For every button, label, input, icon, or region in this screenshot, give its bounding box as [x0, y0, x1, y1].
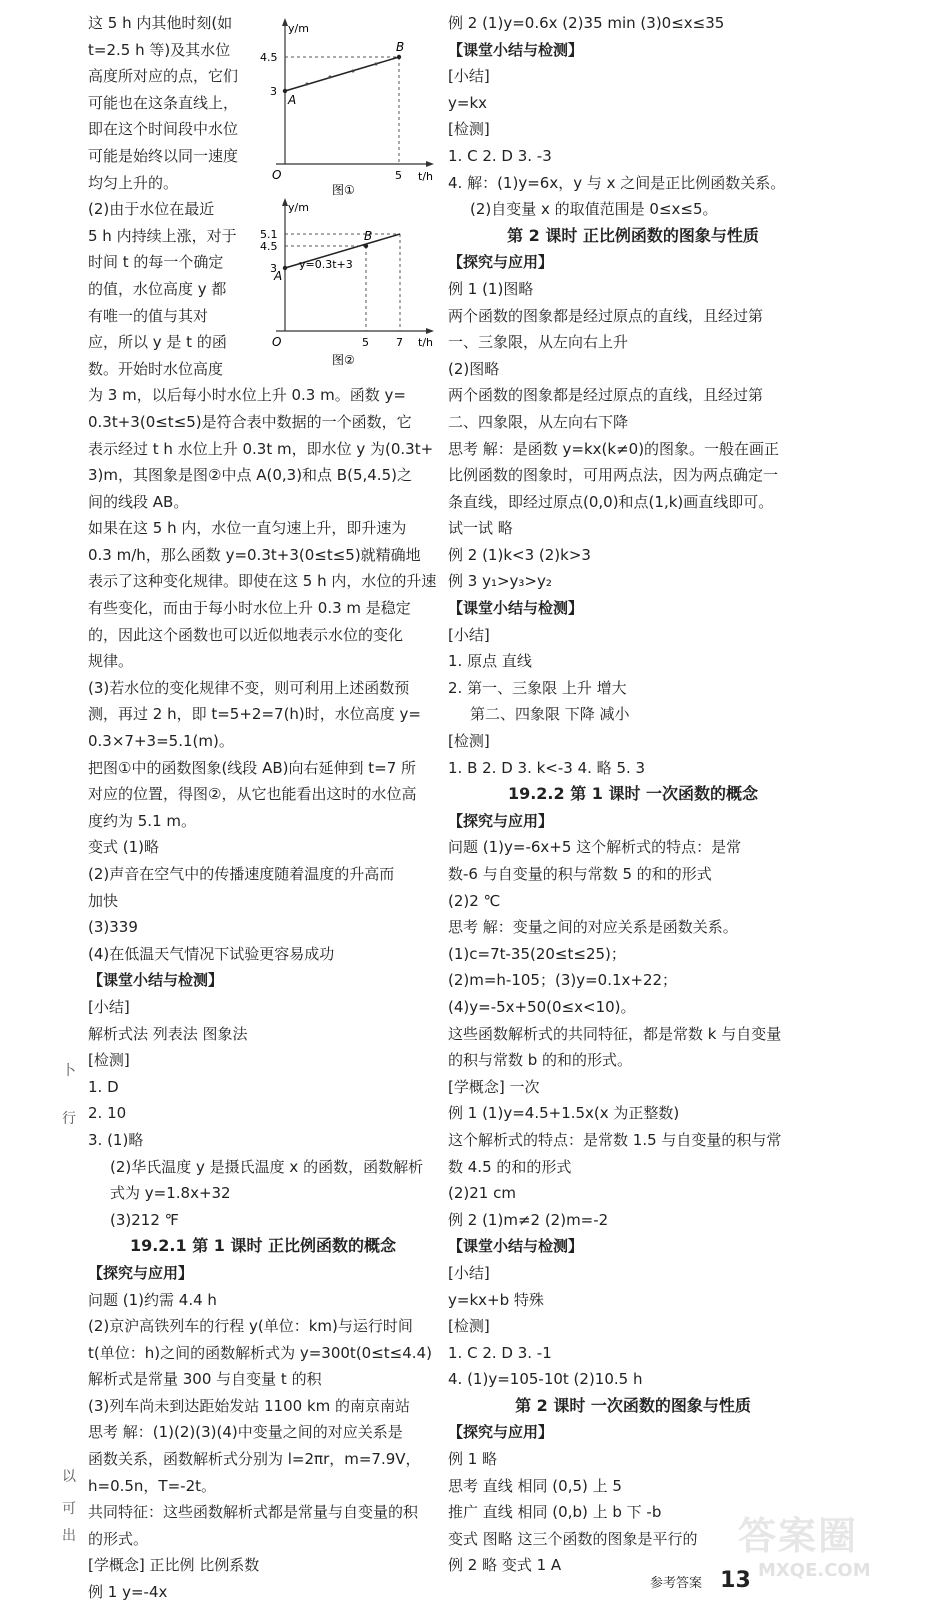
- text-line: 2. 10: [88, 1104, 127, 1123]
- text-line: (4)y=-5x+50(0≤x<10)。: [448, 997, 636, 1016]
- text-line: 这个解析式的特点：是常数 1.5 与自变量的积与常: [448, 1130, 782, 1149]
- text-line: (2)自变量 x 的取值范围是 0≤x≤5。: [470, 200, 718, 219]
- text-line: 应，所以 y 是 t 的函: [88, 333, 227, 352]
- text-line: 1. C 2. D 3. -1: [448, 1343, 552, 1362]
- footer-label: 参考答案: [650, 1576, 703, 1591]
- text-line: 问题 (1)约需 4.4 h: [88, 1290, 217, 1309]
- watermark-text: 答案圈: [738, 1514, 859, 1558]
- text-line: 思考 解：(1)(2)(3)(4)中变量之间的对应关系是: [88, 1423, 403, 1442]
- text-line: 试一试 略: [448, 519, 513, 538]
- text-line: [小结]: [88, 997, 130, 1016]
- fig2-y-axis-label: y/m: [288, 201, 309, 214]
- text-line: 1. B 2. D 3. k<-3 4. 略 5. 3: [448, 758, 646, 777]
- text-line: 变式 (1)略: [88, 838, 160, 857]
- text-line: 加快: [88, 891, 119, 910]
- text-line: 间的线段 AB。: [88, 492, 189, 511]
- text-line: y=kx+b 特殊: [448, 1290, 544, 1309]
- section-heading: 【探究与应用】: [88, 1263, 194, 1282]
- text-line: 一、三象限，从左向右上升: [448, 333, 629, 352]
- text-line: 问题 (1)y=-6x+5 这个解析式的特点：是常: [448, 838, 742, 857]
- text-line: 有唯一的值与其对: [88, 306, 209, 325]
- text-line: 1. 原点 直线: [448, 652, 532, 671]
- text-line: 比例函数的图象时，可用两点法，因为两点确定一: [448, 466, 779, 485]
- text-line: 的值，水位高度 y 都: [88, 279, 227, 298]
- fig1-x-axis-label: t/h: [418, 170, 433, 183]
- text-line: 数。开始时水位高度: [88, 359, 224, 378]
- text-line: 数 4.5 的和的形式: [448, 1157, 572, 1176]
- text-line: 度约为 5.1 m。: [88, 811, 197, 830]
- text-line: 对应的位置，得图②，从它也能看出这时的水位高: [88, 785, 417, 804]
- gutter-mark: 出: [62, 1528, 76, 1544]
- text-line: 有些变化，而由于每小时水位上升 0.3 m 是稳定: [88, 599, 411, 618]
- fig2-caption: 图②: [332, 353, 355, 367]
- text-line: (3)若水位的变化规律不变，则可利用上述函数预: [88, 678, 410, 697]
- text-line: t(单位：h)之间的函数解析式为 y=300t(0≤t≤4.4): [88, 1343, 432, 1362]
- fig1-point-a: A: [288, 93, 297, 107]
- text-line: 1. D: [88, 1077, 119, 1096]
- text-line: 把图①中的函数图象(线段 AB)向右延伸到 t=7 所: [88, 758, 417, 777]
- text-line: 可能是始终以同一速度: [88, 146, 239, 165]
- fig1-tick-y-45: 4.5: [260, 51, 278, 64]
- text-line: 两个函数的图象都是经过原点的直线，且经过第: [448, 306, 764, 325]
- text-line: [检测]: [88, 1051, 130, 1070]
- fig2-tick-x-7: 7: [396, 336, 403, 349]
- text-line: 例 1 略: [448, 1450, 498, 1469]
- figure-2-graph: [252, 196, 437, 381]
- text-line: 例 1 y=-4x: [88, 1583, 168, 1602]
- text-line: 4. 解：(1)y=6x，y 与 x 之间是正比例函数关系。: [448, 173, 786, 192]
- page-footer: [650, 1568, 751, 1593]
- text-line: 的，因此这个函数也可以近似地表示水位的变化: [88, 625, 404, 644]
- gutter-mark: 行: [62, 1111, 76, 1127]
- section-heading: 【探究与应用】: [448, 1423, 554, 1442]
- section-heading: 【课堂小结与检测】: [88, 971, 224, 990]
- text-line: h=0.5n，T=-2t。: [88, 1476, 217, 1495]
- text-line: (2)图略: [448, 359, 500, 378]
- text-line: 测，再过 2 h，即 t=5+2=7(h)时，水位高度 y=: [88, 705, 421, 724]
- text-line: (2)2 ℃: [448, 891, 501, 910]
- text-line: [学概念] 一次: [448, 1077, 540, 1096]
- fig2-function-label: y=0.3t+3: [299, 258, 353, 271]
- gutter-mark: 可: [62, 1501, 76, 1517]
- text-line: (2)由于水位在最近: [88, 200, 215, 219]
- fig1-tick-y-3: 3: [270, 85, 277, 98]
- text-line: (2)声音在空气中的传播速度随着温度的升高而: [88, 865, 395, 883]
- text-line: (3)339: [88, 918, 138, 937]
- text-line: 两个函数的图象都是经过原点的直线，且经过第: [448, 386, 764, 405]
- fig1-origin: O: [272, 168, 282, 182]
- text-line: 表示经过 t h 水位上升 0.3t m，即水位 y 为(0.3t+: [88, 439, 434, 458]
- watermark: [738, 1505, 918, 1595]
- text-line: [小结]: [448, 1263, 490, 1282]
- figure-1-graph: [252, 14, 437, 199]
- text-line: 这些函数解析式的共同特征，都是常数 k 与自变量: [448, 1024, 782, 1043]
- text-line: 的积与常数 b 的和的形式。: [448, 1051, 633, 1070]
- text-line: [检测]: [448, 120, 490, 139]
- watermark-url: MXQE.COM: [758, 1560, 871, 1581]
- fig2-point-a: A: [274, 269, 283, 283]
- text-line: 0.3 m/h，那么函数 y=0.3t+3(0≤t≤5)就精确地: [88, 545, 421, 564]
- section-heading: 【课堂小结与检测】: [448, 599, 584, 618]
- text-line: (2)21 cm: [448, 1184, 516, 1203]
- text-line: (2)华氏温度 y 是摄氏温度 x 的函数，函数解析: [110, 1157, 424, 1176]
- fig2-tick-y-51: 5.1: [260, 228, 278, 241]
- fig2-tick-x-5: 5: [362, 336, 369, 349]
- fig1-tick-x-5: 5: [395, 169, 402, 182]
- text-line: 二、四象限，从左向右下降: [448, 412, 629, 431]
- text-line: (3)212 ℉: [110, 1210, 179, 1229]
- text-line: 式为 y=1.8x+32: [110, 1184, 231, 1203]
- text-line: 例 2 (1)k<3 (2)k>3: [448, 545, 591, 564]
- text-line: 均匀上升的。: [88, 173, 179, 192]
- text-line: 为 3 m，以后每小时水位上升 0.3 m。函数 y=: [88, 386, 406, 405]
- text-line: 2. 第一、三象限 上升 增大: [448, 678, 627, 697]
- text-line: 0.3t+3(0≤t≤5)是符合表中数据的一个函数，它: [88, 412, 412, 431]
- section-title: 19.2.2 第 1 课时 一次函数的概念: [507, 784, 759, 804]
- text-line: (3)列车尚未到达距始发站 1100 km 的南京南站: [88, 1396, 411, 1415]
- text-line: 第二、四象限 下降 减小: [470, 705, 630, 724]
- text-line: [小结]: [448, 67, 490, 86]
- text-line: 的形式。: [88, 1529, 149, 1548]
- text-line: 例 2 (1)y=0.6x (2)35 min (3)0≤x≤35: [448, 14, 725, 32]
- text-line: 思考 直线 相同 (0,5) 上 5: [448, 1476, 622, 1495]
- section-title: 19.2.1 第 1 课时 正比例函数的概念: [129, 1236, 397, 1256]
- text-line: 推广 直线 相同 (0,b) 上 b 下 -b: [448, 1503, 662, 1522]
- fig2-tick-y-3: 3: [270, 262, 277, 275]
- fig2-x-axis-label: t/h: [418, 336, 433, 349]
- section-heading: 【课堂小结与检测】: [448, 1237, 584, 1256]
- text-line: (2)m=h-105；(3)y=0.1x+22；: [448, 971, 678, 990]
- section-title: 第 2 课时 正比例函数的图象与性质: [507, 225, 759, 245]
- text-line: 思考 解：变量之间的对应关系是函数关系。: [448, 918, 738, 937]
- text-line: 规律。: [88, 652, 134, 671]
- text-line: 例 1 (1)y=4.5+1.5x(x 为正整数): [448, 1104, 680, 1123]
- fig1-y-axis-label: y/m: [288, 22, 309, 35]
- text-line: 4. (1)y=105-10t (2)10.5 h: [448, 1370, 643, 1389]
- text-line: 例 3 y₁>y₃>y₂: [448, 572, 552, 591]
- text-line: [学概念] 正比例 比例系数: [88, 1556, 260, 1575]
- figure-2: [252, 196, 437, 381]
- fig1-point-b: B: [396, 40, 405, 54]
- gutter-mark: 以: [62, 1469, 76, 1485]
- text-line: 例 2 (1)m≠2 (2)m=-2: [448, 1210, 609, 1229]
- text-line: 表示了这种变化规律。即使在这 5 h 内，水位的升速: [88, 572, 437, 591]
- page-number: 13: [720, 1568, 751, 1593]
- text-line: 如果在这 5 h 内，水位一直匀速上升，即升速为: [88, 519, 407, 538]
- right-column: [448, 10, 818, 1579]
- text-line: 例 1 (1)图略: [448, 279, 534, 298]
- fig2-tick-y-45: 4.5: [260, 240, 278, 253]
- section-heading: 【课堂小结与检测】: [448, 40, 584, 59]
- text-line: 可能也在这条直线上，: [88, 93, 239, 112]
- text-line: 即在这个时间段中水位: [88, 120, 239, 139]
- fig2-point-b: B: [364, 229, 373, 243]
- text-line: 1. C 2. D 3. -3: [448, 146, 552, 165]
- text-line: 条直线，即经过原点(0,0)和点(1,k)画直线即可。: [448, 492, 774, 511]
- text-line: 例 2 略 变式 1 A: [448, 1556, 562, 1575]
- figure-1: [252, 14, 437, 199]
- text-line: 解析式法 列表法 图象法: [88, 1024, 248, 1043]
- text-line: 共同特征：这些函数解析式都是常量与自变量的积: [88, 1503, 419, 1522]
- text-line: 5 h 内持续上涨，对于: [88, 226, 237, 245]
- text-line: 这 5 h 内其他时刻(如: [88, 14, 233, 32]
- text-line: 0.3×7+3=5.1(m)。: [88, 732, 234, 751]
- section-heading: 【探究与应用】: [448, 253, 554, 272]
- gutter-mark: 卜: [62, 1063, 76, 1079]
- text-line: [小结]: [448, 625, 490, 644]
- text-line: 函数关系，函数解析式分别为 l=2πr，m=7.9V，: [88, 1450, 421, 1469]
- text-line: (4)在低温天气情况下试验更容易成功: [88, 944, 335, 963]
- text-line: y=kx: [448, 93, 488, 112]
- text-line: 变式 图略 这三个函数的图象是平行的: [448, 1529, 698, 1548]
- text-line: (2)京沪高铁列车的行程 y(单位：km)与运行时间: [88, 1317, 413, 1336]
- section-heading: 【探究与应用】: [448, 811, 554, 830]
- text-line: 思考 解：是函数 y=kx(k≠0)的图象。一般在画正: [448, 439, 780, 458]
- fig1-caption: 图①: [332, 183, 355, 197]
- text-line: t=2.5 h 等)及其水位: [88, 40, 231, 59]
- text-line: 3)m，其图象是图②中点 A(0,3)和点 B(5,4.5)之: [88, 466, 412, 485]
- fig2-origin: O: [272, 335, 282, 349]
- text-line: [检测]: [448, 732, 490, 751]
- section-title: 第 2 课时 一次函数的图象与性质: [515, 1395, 751, 1415]
- text-line: [检测]: [448, 1317, 490, 1336]
- text-line: 高度所对应的点，它们: [88, 67, 239, 86]
- text-line: (1)c=7t-35(20≤t≤25)；: [448, 944, 626, 963]
- text-line: 数-6 与自变量的积与常数 5 的和的形式: [448, 865, 712, 883]
- text-line: 解析式是常量 300 与自变量 t 的积: [88, 1370, 322, 1389]
- text-line: 时间 t 的每一个确定: [88, 253, 224, 272]
- text-line: 3. (1)略: [88, 1130, 144, 1149]
